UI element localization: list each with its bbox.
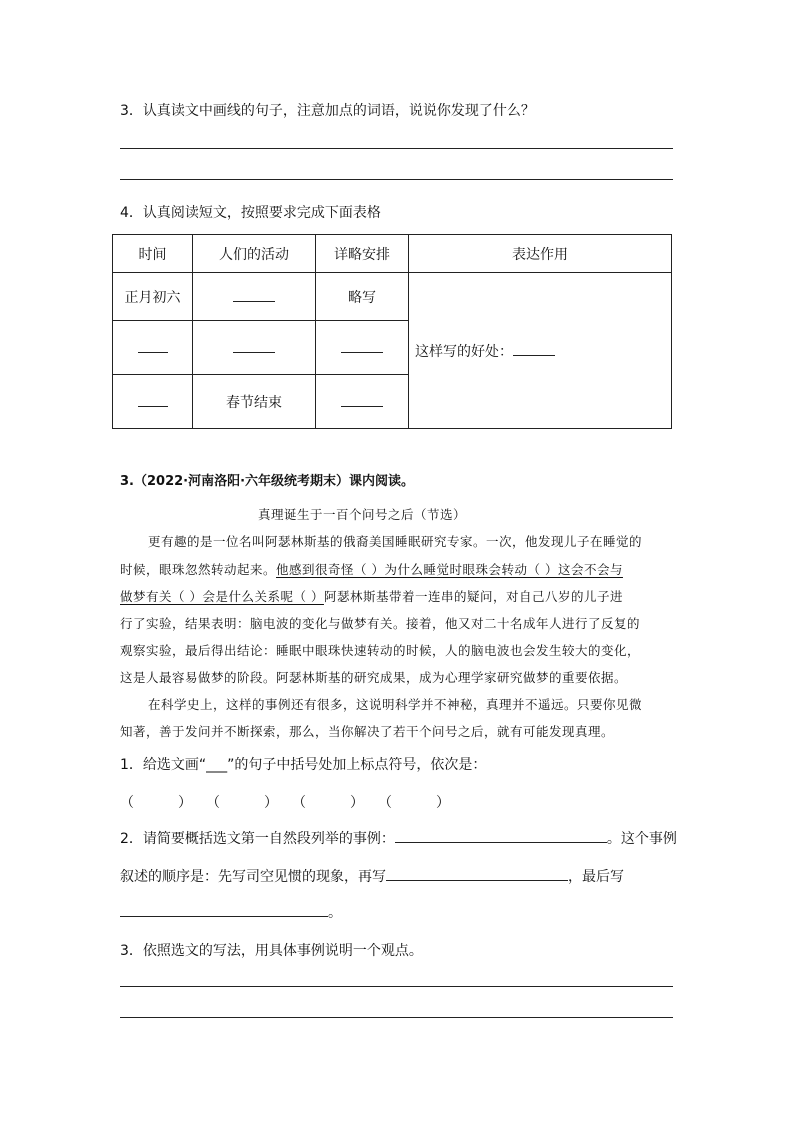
effect-label: 这样写的好处：	[415, 343, 513, 360]
cell-activity-2[interactable]	[193, 321, 316, 375]
question-3-top: 3．认真读文中画线的句子，注意加点的词语，说说你发现了什么？	[120, 103, 535, 119]
answer-blank[interactable]	[120, 902, 328, 917]
answer-line[interactable]	[120, 148, 673, 149]
paren-open: （	[206, 795, 220, 811]
blank-line[interactable]	[138, 392, 168, 407]
passage-line: 这是人最容易做梦的阶段。阿瑟林斯基的研究成果，成为心理学家研究做梦的重要依据。	[120, 670, 628, 685]
paren-open: （	[378, 795, 392, 811]
passage-line: 观察实验，最后得出结论：睡眠中眼珠快速转动的时候，人的脑电波也会发生较大的变化，	[120, 643, 641, 658]
blank-line[interactable]	[341, 392, 383, 407]
blank-line[interactable]	[233, 287, 275, 302]
question-4-title: 4．认真阅读短文，按照要求完成下面表格	[120, 205, 381, 221]
subquestion-2-line3	[120, 902, 342, 922]
cell-detail-3[interactable]	[316, 375, 409, 429]
subquestion-2-text: 。	[328, 905, 342, 921]
paren-close: ）	[264, 795, 278, 811]
header-detail: 详略安排	[316, 235, 409, 273]
paren-close: ）	[350, 795, 364, 811]
summary-table	[112, 234, 672, 429]
blank-line[interactable]	[341, 338, 383, 353]
answer-line[interactable]	[120, 179, 673, 180]
blank-line[interactable]	[513, 341, 555, 356]
underlined-sentence: 做梦有关（ ）会是什么关系呢（ ）	[120, 589, 324, 604]
subquestion-2-line1	[120, 828, 677, 848]
header-activity: 人们的活动	[193, 235, 316, 273]
subquestion-2-line2	[120, 866, 624, 886]
paren-open: （	[120, 795, 134, 811]
passage-line	[120, 560, 623, 578]
cell-time-1: 正月初六	[113, 273, 193, 321]
underlined-sentence: 他感到很奇怪（ ）为什么睡觉时眼珠会转动（ ）这会不会与	[276, 562, 623, 577]
cell-detail-1: 略写	[316, 273, 409, 321]
section-heading: 3.（2022·河南洛阳·六年级统考期末）课内阅读。	[120, 474, 415, 489]
passage-line: 行了实验，结果表明：脑电波的变化与做梦有关。接着，他又对二十名成年人进行了反复的	[120, 616, 641, 631]
cell-time-3[interactable]	[113, 375, 193, 429]
cell-activity-3: 春节结束	[193, 375, 316, 429]
subquestion-2-text: 叙述的顺序是：先写司空见惯的现象，再写	[120, 869, 386, 885]
passage-text: 时候，眼珠忽然转动起来。	[120, 562, 277, 577]
paren-blanks[interactable]	[120, 792, 450, 812]
paren-close: ）	[178, 795, 192, 811]
subquestion-2-text: 2．请简要概括选文第一自然段列举的事例：	[120, 831, 395, 847]
header-effect: 表达作用	[409, 235, 672, 273]
header-time: 时间	[113, 235, 193, 273]
blank-line[interactable]	[233, 338, 275, 353]
subquestion-2-text: 。这个事例	[606, 831, 677, 847]
cell-detail-2[interactable]	[316, 321, 409, 375]
passage-text: 阿瑟林斯基带着一连串的疑问，对自己八岁的儿子进	[323, 589, 623, 604]
answer-blank[interactable]	[395, 828, 607, 843]
subquestion-1: 1．给选文画“___”的句子中括号处加上标点符号，依次是：	[120, 757, 487, 773]
paren-close: ）	[436, 795, 450, 811]
paren-open: （	[292, 795, 306, 811]
passage-line: 更有趣的是一位名叫阿瑟林斯基的俄裔美国睡眠研究专家。一次，他发现儿子在睡觉的	[148, 534, 643, 549]
passage-title: 真理诞生于一百个问号之后（节选）	[258, 507, 467, 522]
blank-line[interactable]	[138, 338, 168, 353]
cell-effect[interactable]	[409, 273, 672, 429]
cell-activity-1[interactable]	[193, 273, 316, 321]
subquestion-3: 3．依照选文的写法，用具体事例说明一个观点。	[120, 943, 423, 959]
subquestion-2-text: ，最后写	[568, 869, 624, 885]
passage-line: 在科学史上，这样的事例还有很多，这说明科学并不神秘，真理并不遥远。只要你见微	[148, 697, 643, 712]
answer-blank[interactable]	[386, 866, 568, 881]
answer-line[interactable]	[120, 1017, 673, 1018]
passage-line	[120, 587, 623, 605]
passage-line: 知著，善于发问并不断探索，那么，当你解决了若干个问号之后，就有可能发现真理。	[120, 724, 615, 739]
answer-line[interactable]	[120, 986, 673, 987]
cell-time-2[interactable]	[113, 321, 193, 375]
